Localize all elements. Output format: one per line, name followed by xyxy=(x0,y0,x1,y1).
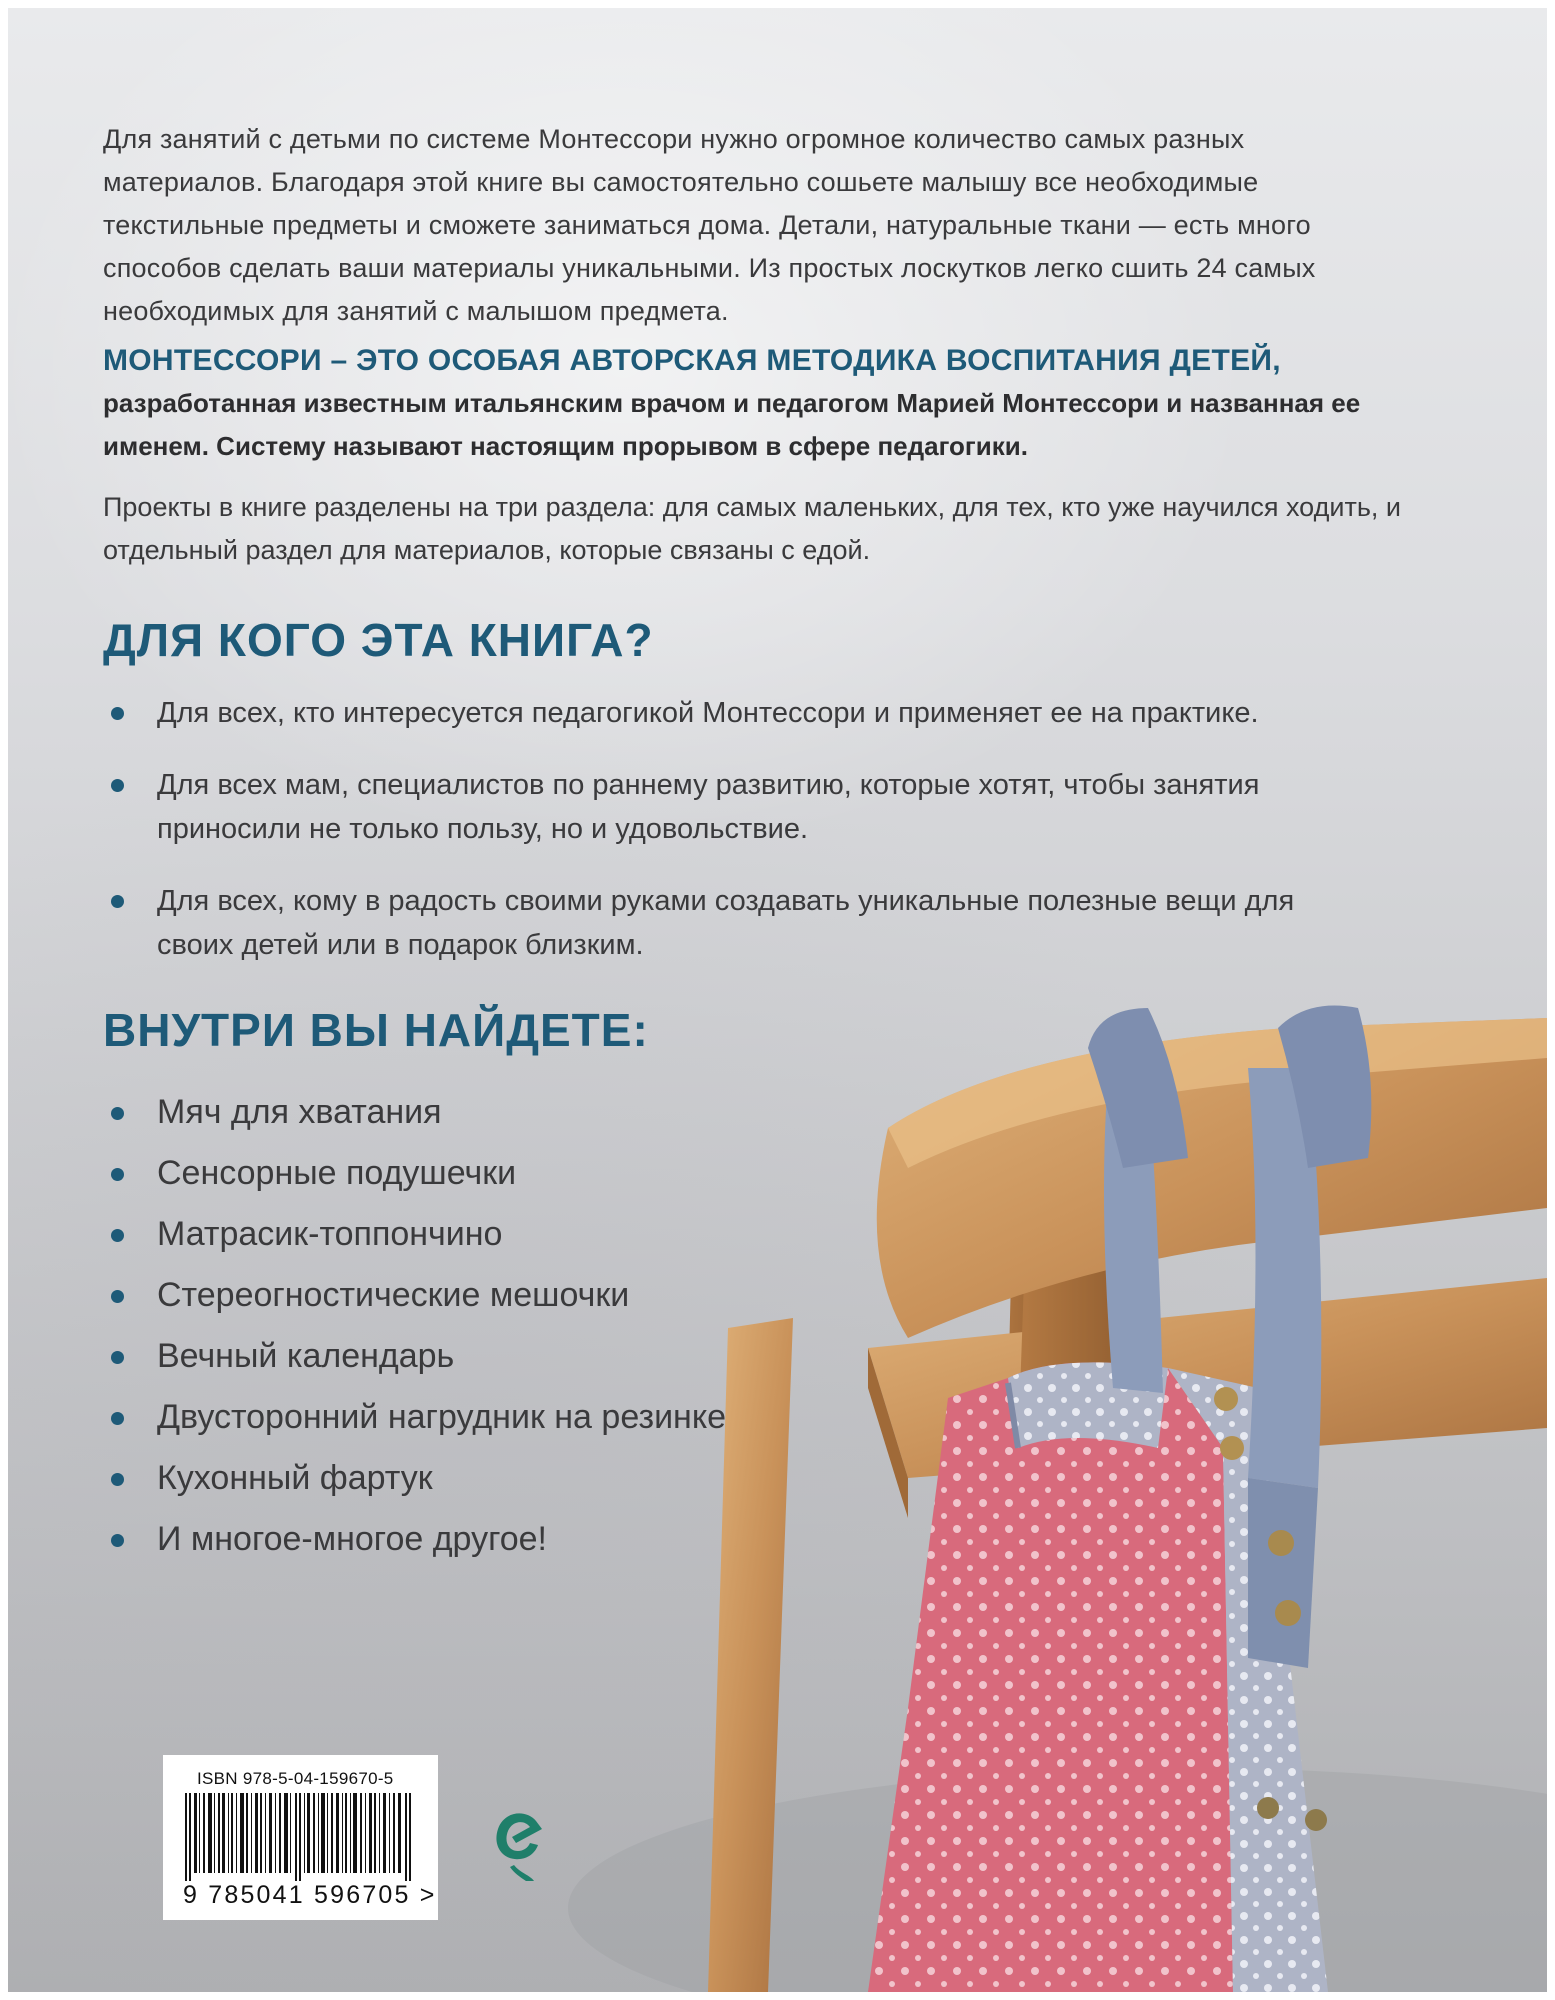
list-item xyxy=(111,1326,1361,1387)
list-item-text: Кухонный фартук xyxy=(157,1459,433,1497)
who-for-heading: ДЛЯ КОГО ЭТА КНИГА? xyxy=(103,614,654,666)
bullet-dot-icon xyxy=(111,1351,124,1364)
list-item-text: Вечный календарь xyxy=(157,1337,455,1375)
list-item-text: Матрасик-топпончино xyxy=(157,1215,503,1253)
bullet-dot-icon xyxy=(111,1290,124,1303)
list-item xyxy=(111,1143,1361,1204)
highlight-block xyxy=(103,340,1413,468)
list-item xyxy=(111,1265,1361,1326)
barcode-digits: 9 785041 596705 > xyxy=(183,1881,437,1909)
bullet-dot-icon xyxy=(111,1168,124,1181)
bullet-dot-icon xyxy=(111,707,124,720)
bullet-dot-icon xyxy=(111,895,124,908)
highlight-body: разработанная известным итальянским врачом и педагогом Марией Монтессори и названная ее именем. Систему называют настоящим прорывом в сфере педагогики. xyxy=(103,388,1361,461)
list-item-text: Мяч для хватания xyxy=(157,1093,442,1131)
list-item-text: И многое-многое другое! xyxy=(157,1520,548,1558)
list-item-text: Для всех мам, специалистов по раннему развитию, которые хотят, чтобы занятия приносили не только пользу, но и удовольствие. xyxy=(157,769,1260,845)
who-for-list xyxy=(111,691,1361,995)
bullet-dot-icon xyxy=(111,1107,124,1120)
list-item xyxy=(111,1448,1361,1509)
list-item xyxy=(111,1509,1361,1570)
highlight-title: МОНТЕССОРИ – ЭТО ОСОБАЯ АВТОРСКАЯ МЕТОДИКА ВОСПИТАНИЯ ДЕТЕЙ, xyxy=(103,344,1281,377)
list-item xyxy=(111,691,1361,735)
list-item-text: Для всех, кому в радость своими руками создавать уникальные полезные вещи для своих детей или в подарок близким. xyxy=(157,885,1295,961)
inside-list xyxy=(111,1082,1361,1570)
isbn-label: ISBN 978-5-04-159670-5 xyxy=(197,1769,394,1788)
intro-paragraph xyxy=(103,118,1403,333)
list-item-text: Стереогностические мешочки xyxy=(157,1276,630,1314)
barcode-box xyxy=(163,1755,438,1920)
intro-text: Для занятий с детьми по системе Монтессори нужно огромное количество самых разных материалов. Благодаря этой книге вы самостоятельно сошьете малышу все необходимые текстильные предметы и сможете заниматься дома. Детали, натуральные ткани — есть много способов сделать ваши материалы уникальными. Из простых лоскутков легко сшить 24 самых необходимых для занятий с малышом предмета. xyxy=(103,124,1316,326)
list-item xyxy=(111,879,1361,967)
bullet-dot-icon xyxy=(111,1473,124,1486)
sections-paragraph: Проекты в книге разделены на три раздела: для самых маленьких, для тех, кто уже научился ходить, и отдельный раздел для материалов, которые связаны с едой. xyxy=(103,492,1401,565)
list-item xyxy=(111,1387,1361,1448)
list-item-text: Сенсорные подушечки xyxy=(157,1154,517,1192)
list-item-text: Для всех, кто интересуется педагогикой Монтессори и применяет ее на практике. xyxy=(157,697,1259,729)
back-cover xyxy=(8,8,1547,1992)
bullet-dot-icon xyxy=(111,1229,124,1242)
list-item-text: Двусторонний нагрудник на резинке xyxy=(157,1398,727,1436)
bullet-dot-icon xyxy=(111,1412,124,1425)
list-item xyxy=(111,1082,1361,1143)
inside-heading: ВНУТРИ ВЫ НАЙДЕТЕ: xyxy=(103,1004,649,1056)
barcode-icon xyxy=(185,1793,417,1881)
list-item xyxy=(111,1204,1361,1265)
list-item xyxy=(111,763,1361,851)
bullet-dot-icon xyxy=(111,1534,124,1547)
publisher-logo-icon xyxy=(490,1803,550,1883)
bullet-dot-icon xyxy=(111,779,124,792)
